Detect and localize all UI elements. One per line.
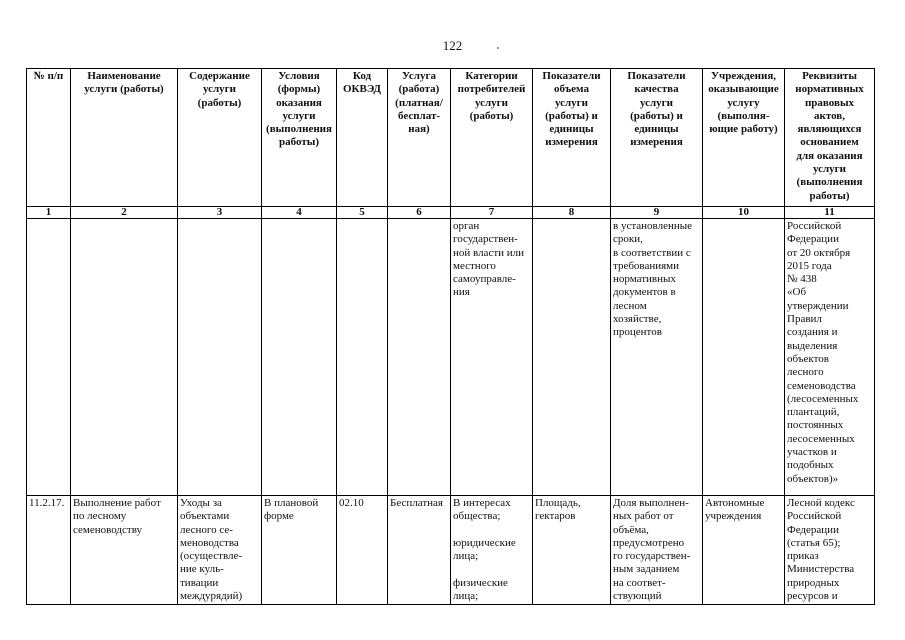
column-number: 7 <box>451 207 533 219</box>
quality-indicators-cell: Доля выполнен- ных работ от объёма, предусмотрено го государствен- ным заданием на соответ- ствующий <box>611 496 703 605</box>
column-number: 5 <box>337 207 388 219</box>
table-cell <box>27 219 71 496</box>
consumer-categories-cell: В интересах общества; юридические лица; физические лица; <box>451 496 533 605</box>
table-cell <box>533 219 611 496</box>
services-table <box>26 68 875 605</box>
column-number: 10 <box>703 207 785 219</box>
header-row <box>27 69 875 207</box>
header-quality-indicators: Показатели качества услуги (работы) и единицы измерения <box>611 69 703 207</box>
column-number: 8 <box>533 207 611 219</box>
column-number: 2 <box>71 207 178 219</box>
table-cell <box>178 219 262 496</box>
legal-acts-cell: Лесной кодекс Российской Федерации (статья 65); приказ Министерства природных ресурсов и <box>785 496 875 605</box>
okved-code-cell: 02.10 <box>337 496 388 605</box>
column-number-row <box>27 207 875 219</box>
column-number: 6 <box>388 207 451 219</box>
column-number: 3 <box>178 207 262 219</box>
volume-indicators-cell: Площадь, гектаров <box>533 496 611 605</box>
header-consumer-categories: Категории потребителей услуги (работы) <box>451 69 533 207</box>
legal-acts-cell: Российской Федерации от 20 октября 2015 года № 438 «Об утверждении Правил создания и выделения объектов лесного семеноводства (лесосеменных плантаций, постоянных лесосеменных участков и подобных объектов)» <box>785 219 875 496</box>
table-cell <box>262 219 337 496</box>
quality-indicators-cell: в установленные сроки, в соответствии с требованиями нормативных документов в лесном хозяйстве, процентов <box>611 219 703 496</box>
page-number: 122 <box>442 38 463 53</box>
table-cell <box>388 219 451 496</box>
header-number: № п/п <box>27 69 71 207</box>
header-conditions: Условия (формы) оказания услуги (выполнения работы) <box>262 69 337 207</box>
service-content-cell: Уходы за объектами лесного се- меноводства (осуществле- ние куль- тивации междурядий) <box>178 496 262 605</box>
table-cell <box>337 219 388 496</box>
header-volume-indicators: Показатели объема услуги (работы) и единицы измерения <box>533 69 611 207</box>
institutions-cell: Автономные учреждения <box>703 496 785 605</box>
consumer-categories-cell: орган государствен- ной власти или местного самоуправле- ния <box>451 219 533 496</box>
column-number: 1 <box>27 207 71 219</box>
service-name-cell: Выполнение работ по лесному семеноводству <box>71 496 178 605</box>
column-number: 4 <box>262 207 337 219</box>
column-number: 9 <box>611 207 703 219</box>
header-institutions: Учреждения, оказывающие услугу (выполня- ющие работу) <box>703 69 785 207</box>
header-service-content: Содержание услуги (работы) <box>178 69 262 207</box>
table-row <box>27 496 875 605</box>
column-number: 11 <box>785 207 875 219</box>
scan-speck <box>497 47 499 49</box>
header-paid-free: Услуга (работа) (платная/ бесплат- ная) <box>388 69 451 207</box>
header-legal-acts: Реквизиты нормативных правовых актов, являющихся основанием для оказания услуги (выполнения работы) <box>785 69 875 207</box>
header-service-name: Наименование услуги (работы) <box>71 69 178 207</box>
header-okved-code: Код ОКВЭД <box>337 69 388 207</box>
table-cell <box>71 219 178 496</box>
table-cell <box>703 219 785 496</box>
continuation-row <box>27 219 875 496</box>
row-number-cell: 11.2.17. <box>27 496 71 605</box>
conditions-cell: В плановой форме <box>262 496 337 605</box>
paid-free-cell: Бесплатная <box>388 496 451 605</box>
